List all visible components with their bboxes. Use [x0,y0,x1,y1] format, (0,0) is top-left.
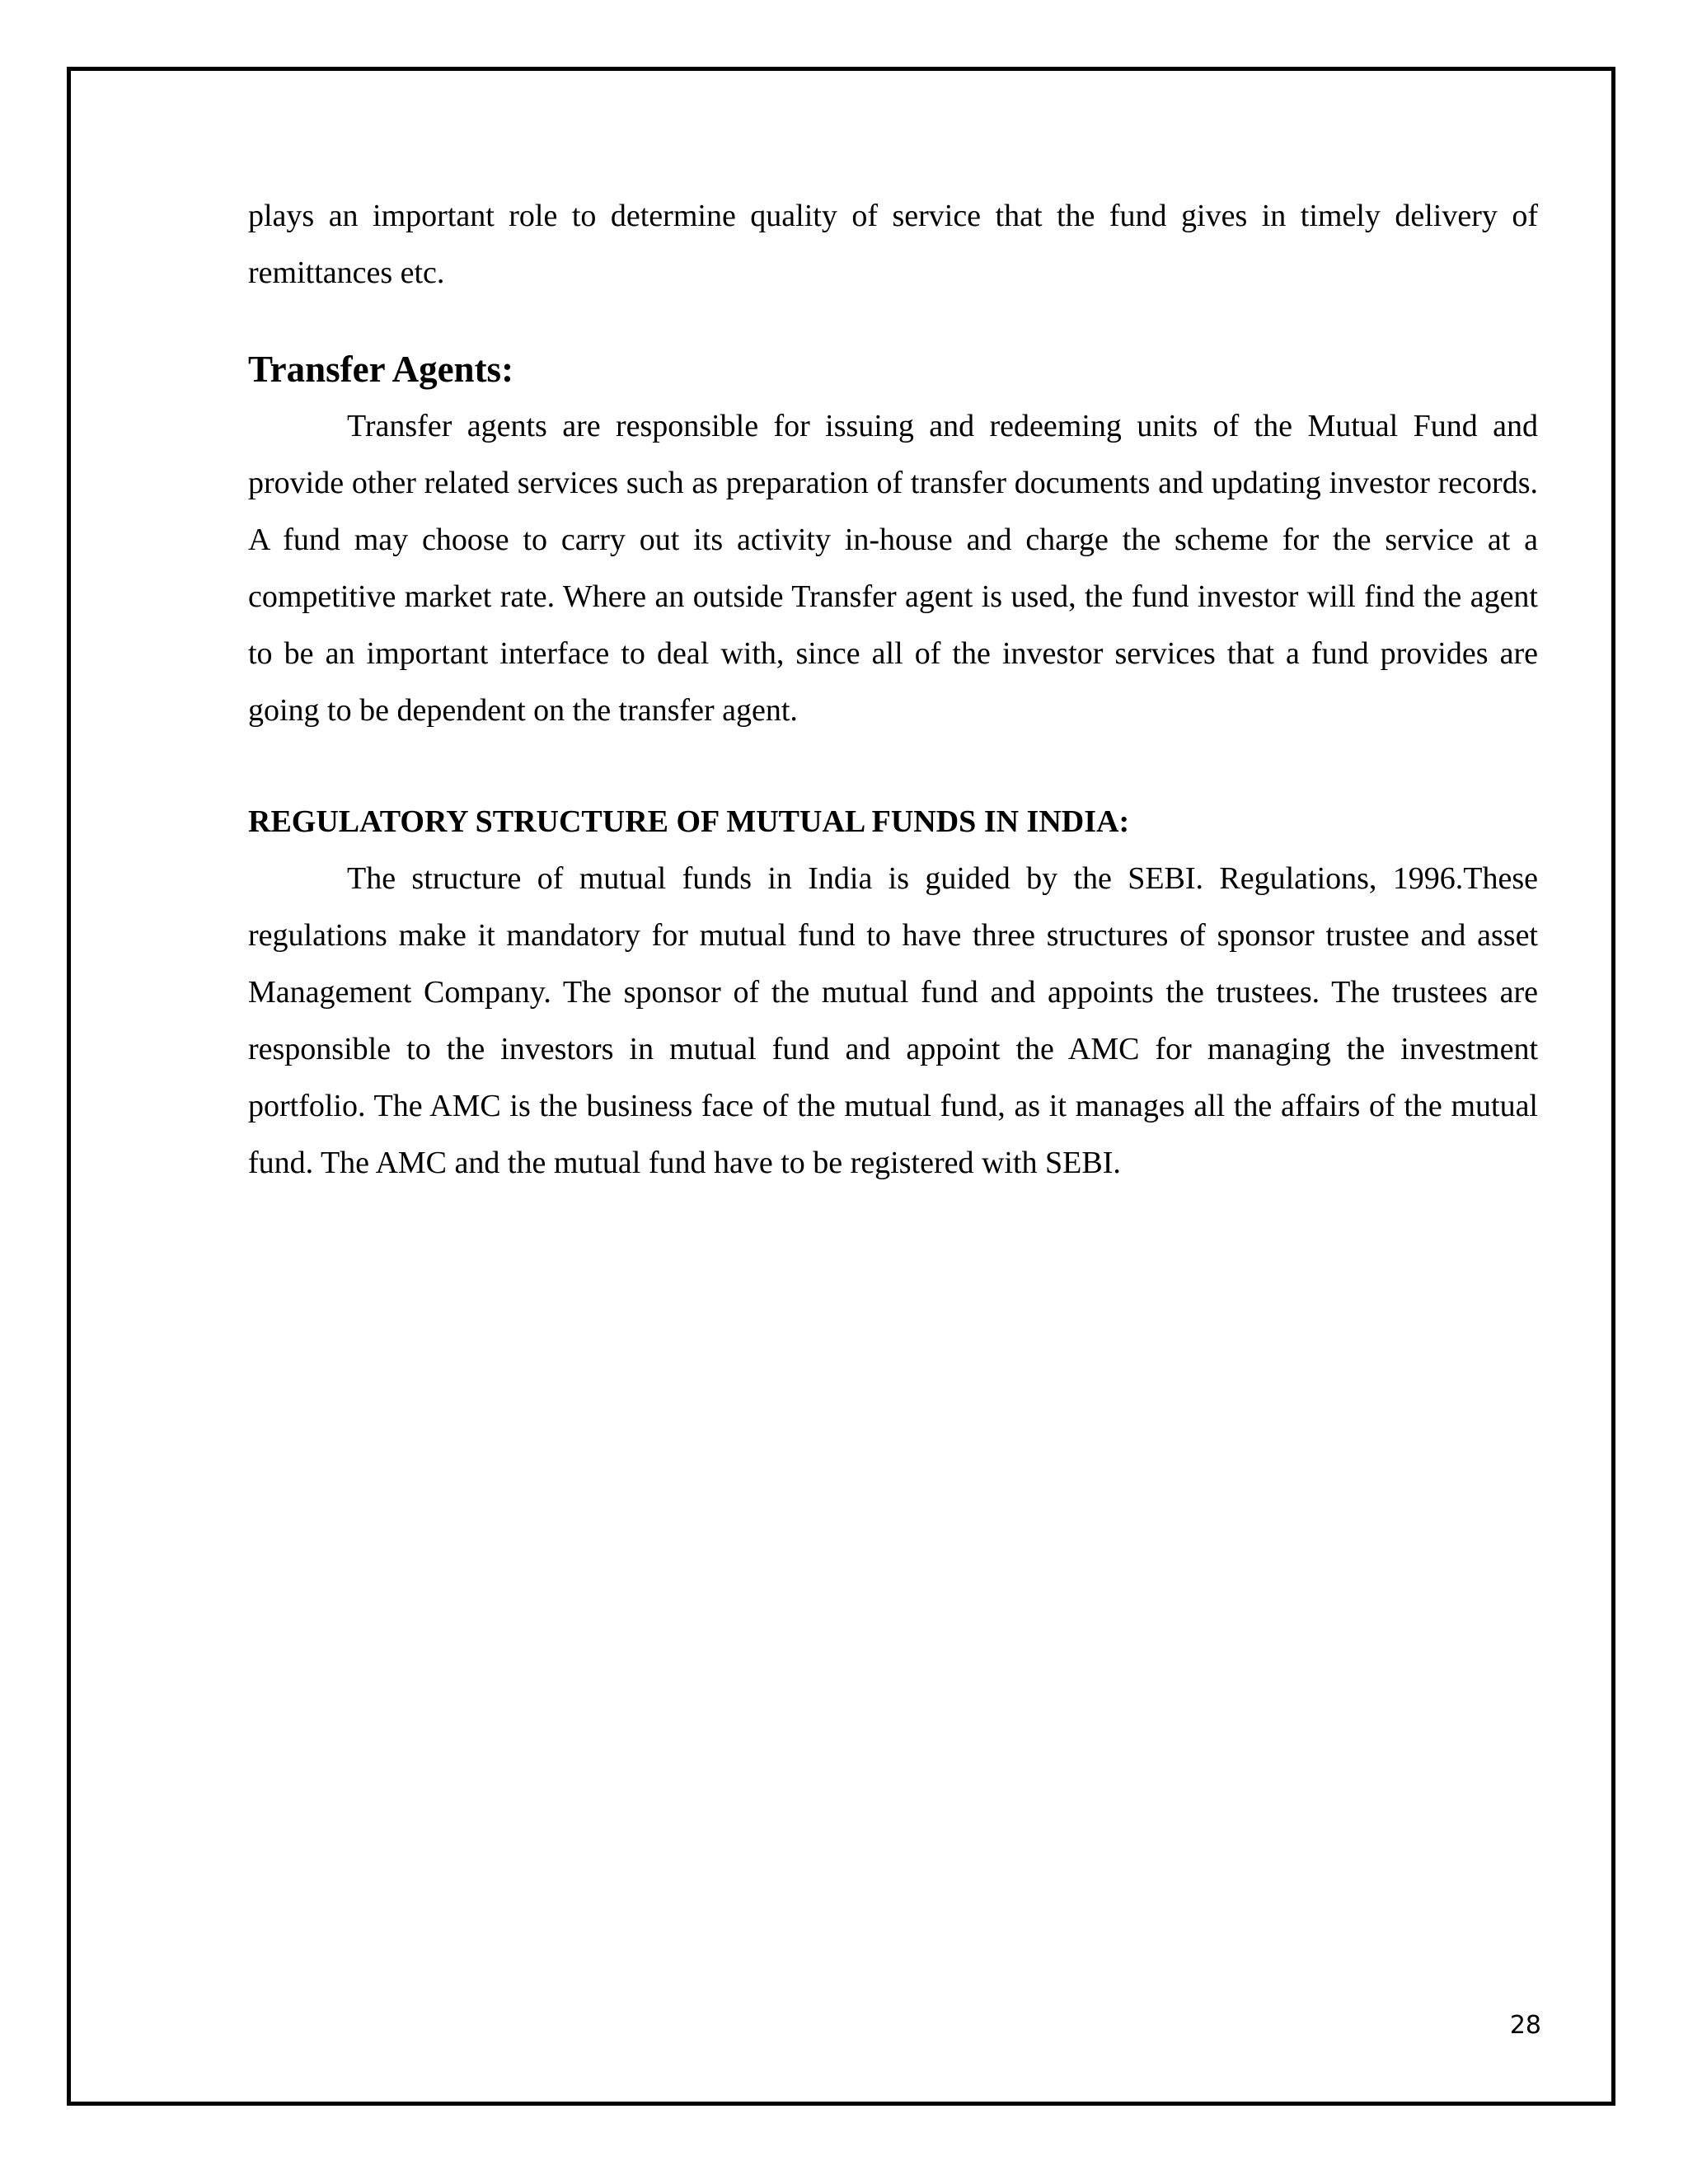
transfer-agents-paragraph: Transfer agents are responsible for issuing and redeeming units of the Mutual Fund and provide other related services such as preparation of transfer documents and updating investor records. A fund may choose to carry out its activity in-house and charge the scheme for the service at a competitive market rate. Where an outside Transfer agent is used, the fund investor will find the agent to be an important interface to deal with, since all of the investor services that a fund provides are going to be dependent on the transfer agent. [248,409,1538,728]
intro-paragraph: plays an important role to determine quality of service that the fund gives in timely delivery of remittances etc. [248,199,1538,290]
page-number: 28 [1509,2011,1541,2040]
spacer [248,739,1538,794]
spacer [248,302,1538,341]
regulatory-structure-paragraph: The structure of mutual funds in India is guided by the SEBI. Regulations, 1996.These regulations make it mandatory for mutual fund to have three structures of sponsor trustee and asset Management Company. The sponsor of the mutual fund and appoints the trustees. The trustees are responsible to the investors in mutual fund and appoint the AMC for managing the investment portfolio. The AMC is the business face of the mutual fund, as it manages all the affairs of the mutual fund. The AMC and the mutual fund have to be registered with SEBI. [248,861,1538,1180]
transfer-agents-heading: Transfer Agents: [248,349,514,390]
regulatory-structure-heading: REGULATORY STRUCTURE OF MUTUAL FUNDS IN INDIA: [248,804,1130,839]
page-content [248,188,1538,1192]
